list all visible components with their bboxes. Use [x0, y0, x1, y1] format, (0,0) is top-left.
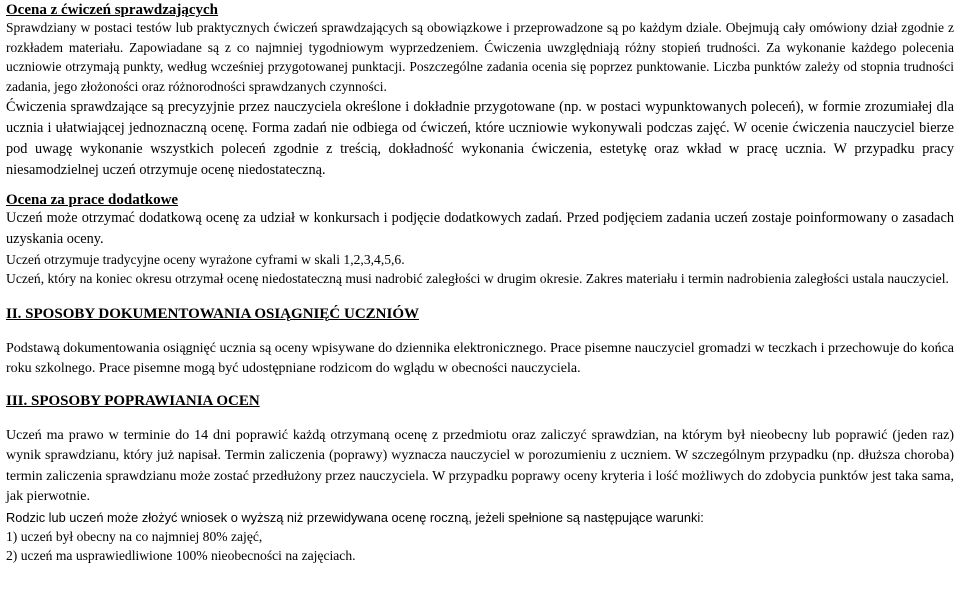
section-heading-documentation: II. SPOSOBY DOKUMENTOWANIA OSIĄGNIĘĆ UCZNIÓW — [6, 305, 419, 322]
spacer — [6, 322, 954, 339]
paragraph-grade-improvement: Uczeń ma prawo w terminie do 14 dni poprawić każdą otrzymaną ocenę z przedmiotu oraz zaliczyć sprawdzian, na którym był nieobecny lub poprawić (jeden raz) wynik sprawdzianu, który już napisał. Termin zaliczenia (poprawy) wyznacza nauczyciel w porozumieniu z uczniem. W szczególnym przypadku (np. dłuższa choroba) termin zaliczenia sprawdzianu może zostać przedłużony przez nauczyciela. W przypadku poprawy oceny kryteria i lość możliwych do zdobycia punktów jest taka sama, jak pierwotnie. — [6, 427, 954, 505]
spacer — [6, 380, 954, 393]
list-item-excused-absences: 2) uczeń ma usprawiedliwione 100% nieobecności na zajęciach. — [6, 547, 356, 563]
paragraph-higher-grade-request: Rodzic lub uczeń może złożyć wniosek o wyższą niż przewidywana ocenę roczną, jeżeli spełnione są następujące warunki: — [6, 509, 704, 525]
section-heading-exercises: Ocena z ćwiczeń sprawdzających — [6, 2, 219, 18]
spacer — [6, 288, 954, 306]
section-heading-extra-work: Ocena za prace dodatkowe — [6, 191, 179, 208]
paragraph-extra-work: Uczeń może otrzymać dodatkową ocenę za udział w konkursach i podjęcie dodatkowych zadań. Przed podjęciem zadania uczeń zostaje poinformowany o zasadach uzyskania oceny. — [6, 209, 954, 247]
paragraph-exercises-rules: Sprawdziany w postaci testów lub praktycznych ćwiczeń sprawdzających są obowiązkowe i przeprowadzone są po każdym dziale. Obejmują cały omówiony dział zgodnie z rozkładem materiału. Zapowiadane są z co najmniej tygodniowym wyprzedzeniem. Ćwiczenia uwzględniają różny stopień trudności. Za wykonanie każdego polecenia uczniowie otrzymają punkty, według wcześniej przygotowanej punktacji. Poszczególne zadania ocenia się poprzez punktowanie. Liczba punktów zależy od stopnia trudności zadania, jego złożoności oraz różnorodności sprawdzanych czynności. — [6, 20, 954, 95]
list-item-attendance: 1) uczeń był obecny na co najmniej 80% zajęć, — [6, 528, 263, 544]
paragraph-documentation: Podstawą dokumentowania osiągnięć ucznia są oceny wpisywane do dziennika elektronicznego. Prace pisemne nauczyciel gromadzi w teczkach i przechowuje do końca roku szkolnego. Prace pisemne mogą być udostępniane rodzicom do wglądu w obecności nauczyciela. — [6, 340, 954, 377]
spacer — [6, 181, 954, 192]
paragraph-exercises-grading: Ćwiczenia sprawdzające są precyzyjnie przez nauczyciela określone i dokładnie przygotowane (np. w postaci wypunktowanych poleceń), w formie zrozumiałej dla ucznia i ułatwiającej jednoznaczną ocenę. Forma zadań nie odbiega od ćwiczeń, które uczniowie wykonywali podczas zajęć. W ocenie ćwiczenia nauczyciel bierze pod uwagę wykonanie wszystkich poleceń zgodnie z treścią, dokładność wykonania ćwiczenia, estetykę oraz wkład w pracę ucznia. W przypadku pracy niesamodzielnej uczeń otrzymuje ocenę niedostateczną. — [6, 98, 954, 178]
paragraph-failing-grade: Uczeń, który na koniec okresu otrzymał ocenę niedostateczną musi nadrobić zaległości w drugim okresie. Zakres materiału i termin nadrobienia zaległości ustala nauczyciel. — [6, 270, 949, 286]
paragraph-grade-scale: Uczeń otrzymuje tradycyjne oceny wyrażone cyframi w skali 1,2,3,4,5,6. — [6, 251, 405, 267]
spacer — [6, 409, 954, 426]
section-heading-grade-improvement: III. SPOSOBY POPRAWIANIA OCEN — [6, 392, 260, 409]
